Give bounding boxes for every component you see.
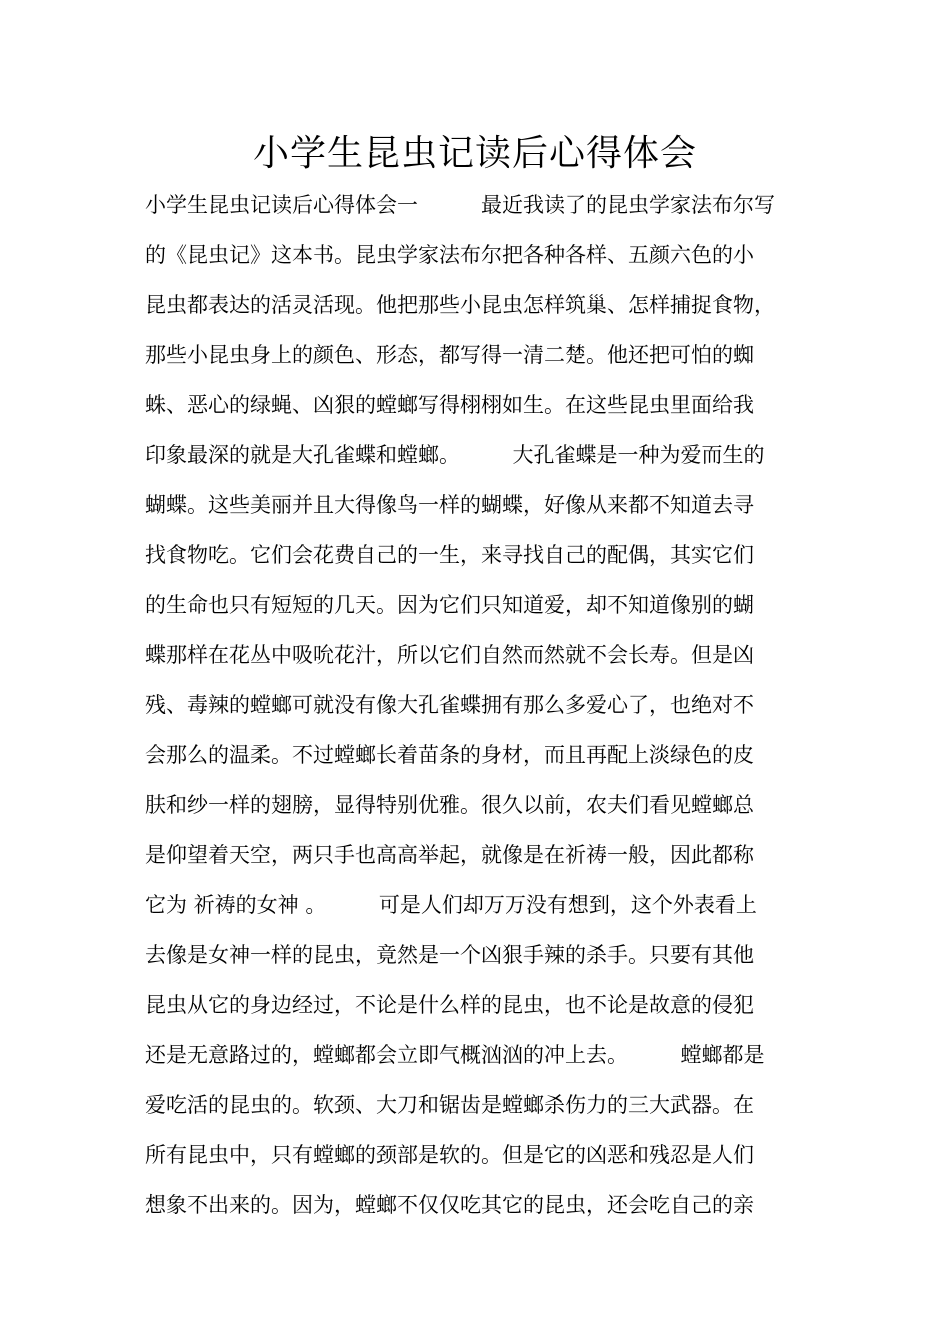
text-line: 蛛、恶心的绿蝇、凶狠的螳螂写得栩栩如生。在这些昆虫里面给我 bbox=[145, 393, 754, 417]
text-line: 那些小昆虫身上的颜色、形态，都写得一清二楚。他还把可怕的蜘 bbox=[145, 343, 754, 367]
document-title: 小学生昆虫记读后心得体会 bbox=[252, 133, 697, 174]
text-line: 爱吃活的昆虫的。软颈、大刀和锯齿是螳螂杀伤力的三大武器。在 bbox=[145, 1093, 754, 1117]
document-body bbox=[145, 180, 825, 1230]
text-line: 找食物吃。它们会花费自己的一生，来寻找自己的配偶，其实它们 bbox=[145, 543, 754, 567]
text-line: 肤和纱一样的翅膀，显得特别优雅。很久以前，农夫们看见螳螂总 bbox=[145, 793, 754, 817]
text-line: 还是无意路过的，螳螂都会立即气概汹汹的冲上去。 螳螂都是 bbox=[145, 1043, 765, 1067]
text-line: 去像是女神一样的昆虫，竟然是一个凶狠手辣的杀手。只要有其他 bbox=[145, 943, 754, 967]
text-line: 的《昆虫记》这本书。昆虫学家法布尔把各种各样、五颜六色的小 bbox=[145, 243, 754, 267]
text-line: 的生命也只有短短的几天。因为它们只知道爱，却不知道像别的蝴 bbox=[145, 593, 754, 617]
text-line: 它为 祈祷的女神 。 可是人们却万万没有想到，这个外表看上 bbox=[145, 893, 757, 917]
text-line: 昆虫都表达的活灵活现。他把那些小昆虫怎样筑巢、怎样捕捉食物， bbox=[145, 293, 775, 317]
text-line: 残、毒辣的螳螂可就没有像大孔雀蝶拥有那么多爱心了，也绝对不 bbox=[145, 693, 754, 717]
text-line: 所有昆虫中，只有螳螂的颈部是软的。但是它的凶恶和残忍是人们 bbox=[145, 1143, 754, 1167]
text-line: 蝴蝶。这些美丽并且大得像鸟一样的蝴蝶，好像从来都不知道去寻 bbox=[145, 493, 754, 517]
text-line: 印象最深的就是大孔雀蝶和螳螂。 大孔雀蝶是一种为爱而生的 bbox=[145, 443, 765, 467]
text-line: 昆虫从它的身边经过，不论是什么样的昆虫，也不论是故意的侵犯 bbox=[145, 993, 754, 1017]
text-line: 是仰望着天空，两只手也高高举起，就像是在祈祷一般，因此都称 bbox=[145, 843, 754, 867]
text-line: 会那么的温柔。不过螳螂长着苗条的身材，而且再配上淡绿色的皮 bbox=[145, 743, 754, 767]
text-line: 小学生昆虫记读后心得体会一 最近我读了的昆虫学家法布尔写 bbox=[145, 193, 775, 217]
text-line: 想象不出来的。因为，螳螂不仅仅吃其它的昆虫，还会吃自己的亲 bbox=[145, 1193, 754, 1217]
text-line: 蝶那样在花丛中吸吮花汁，所以它们自然而然就不会长寿。但是凶 bbox=[145, 643, 754, 667]
